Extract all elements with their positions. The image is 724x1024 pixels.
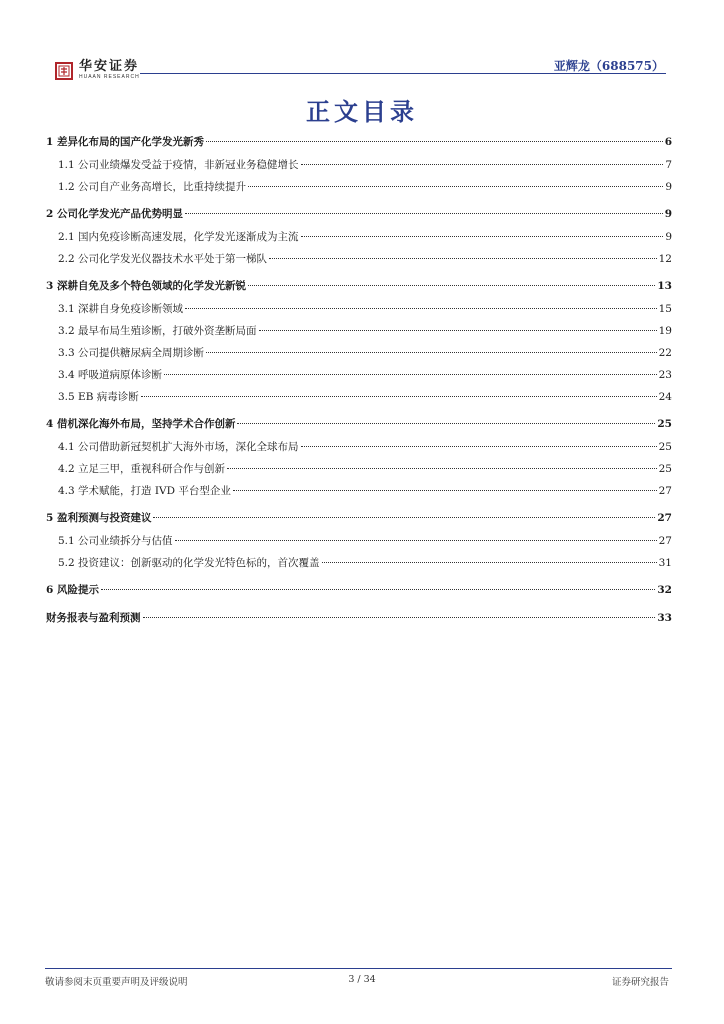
toc-leader-dots xyxy=(101,588,655,590)
toc-entry-page: 15 xyxy=(658,303,672,315)
toc-entry-page: 31 xyxy=(658,557,672,569)
toc-entry-page: 32 xyxy=(657,584,672,596)
toc-subsection-entry[interactable] xyxy=(46,530,672,552)
toc-subsection-entry[interactable] xyxy=(46,298,672,320)
brand-logo-icon xyxy=(55,62,73,80)
toc-leader-dots xyxy=(175,539,657,541)
page-header xyxy=(0,0,724,90)
toc-leader-dots xyxy=(164,373,657,375)
table-of-contents xyxy=(46,130,672,630)
toc-entry-label: 2 公司化学发光产品优势明显 xyxy=(46,208,183,220)
toc-entry-label: 5.2 投资建议：创新驱动的化学发光特色标的，首次覆盖 xyxy=(58,557,320,569)
toc-entry-label: 3 深耕自免及多个特色领域的化学发光新锐 xyxy=(46,280,246,292)
toc-entry-page: 27 xyxy=(658,535,672,547)
toc-subsection-entry[interactable] xyxy=(46,458,672,480)
toc-subsection-entry[interactable] xyxy=(46,176,672,198)
toc-entry-page: 27 xyxy=(657,512,672,524)
footer-divider xyxy=(45,968,672,969)
toc-leader-dots xyxy=(227,467,657,469)
toc-subsection-entry[interactable] xyxy=(46,154,672,176)
toc-leader-dots xyxy=(301,163,664,165)
toc-entry-page: 24 xyxy=(658,391,672,403)
toc-leader-dots xyxy=(206,140,663,142)
toc-entry-page: 25 xyxy=(658,441,672,453)
toc-entry-label: 3.5 EB 病毒诊断 xyxy=(58,391,139,403)
toc-entry-label: 4.2 立足三甲，重视科研合作与创新 xyxy=(58,463,226,475)
toc-subsection-entry[interactable] xyxy=(46,342,672,364)
page-title: 正文目录 xyxy=(306,97,418,126)
toc-leader-dots xyxy=(141,395,657,397)
toc-entry-page: 27 xyxy=(658,485,672,497)
toc-entry-label: 5.1 公司业绩拆分与估值 xyxy=(58,535,173,547)
toc-leader-dots xyxy=(185,212,663,214)
brand-name-cn: 华安证券 xyxy=(79,59,140,74)
toc-leader-dots xyxy=(237,422,655,424)
toc-section-entry[interactable] xyxy=(46,274,672,298)
footer-disclaimer: 敬请参阅末页重要声明及评级说明 xyxy=(45,977,188,988)
toc-leader-dots xyxy=(153,516,655,518)
toc-entry-page: 9 xyxy=(664,208,672,220)
toc-entry-page: 6 xyxy=(664,136,672,148)
toc-entry-page: 33 xyxy=(657,612,672,624)
toc-subsection-entry[interactable] xyxy=(46,480,672,502)
toc-entry-page: 23 xyxy=(658,369,672,381)
toc-entry-label: 3.3 公司提供糖尿病全周期诊断 xyxy=(58,347,205,359)
toc-entry-label: 1.2 公司自产业务高增长，比重持续提升 xyxy=(58,181,247,193)
toc-entry-label: 1.1 公司业绩爆发受益于疫情，非新冠业务稳健增长 xyxy=(58,159,299,171)
page-number: 3 / 34 xyxy=(348,974,376,985)
toc-entry-label: 2.1 国内免疫诊断高速发展，化学发光逐渐成为主流 xyxy=(58,231,299,243)
toc-leader-dots xyxy=(143,616,656,618)
toc-subsection-entry[interactable] xyxy=(46,226,672,248)
toc-leader-dots xyxy=(185,307,657,309)
toc-leader-dots xyxy=(206,351,657,353)
toc-entry-page: 7 xyxy=(665,159,672,171)
toc-subsection-entry[interactable] xyxy=(46,436,672,458)
toc-leader-dots xyxy=(301,445,657,447)
toc-entry-label: 1 差异化布局的国产化学发光新秀 xyxy=(46,136,204,148)
toc-leader-dots xyxy=(248,284,655,286)
toc-entry-label: 4.3 学术赋能，打造 IVD 平台型企业 xyxy=(58,485,231,497)
toc-section-entry[interactable] xyxy=(46,506,672,530)
toc-subsection-entry[interactable] xyxy=(46,248,672,270)
toc-leader-dots xyxy=(248,185,663,187)
toc-section-entry[interactable] xyxy=(46,412,672,436)
toc-section-entry[interactable] xyxy=(46,606,672,630)
toc-entry-label: 4 借机深化海外布局，坚持学术合作创新 xyxy=(46,418,236,430)
toc-entry-label: 6 风险提示 xyxy=(46,584,99,596)
toc-leader-dots xyxy=(269,257,657,259)
toc-entry-page: 9 xyxy=(665,181,672,193)
toc-subsection-entry[interactable] xyxy=(46,364,672,386)
toc-entry-page: 19 xyxy=(658,325,672,337)
brand-name-en: HUAAN RESEARCH xyxy=(79,74,140,80)
toc-subsection-entry[interactable] xyxy=(46,552,672,574)
toc-subsection-entry[interactable] xyxy=(46,386,672,408)
toc-entry-page: 12 xyxy=(658,253,672,265)
toc-entry-page: 25 xyxy=(658,463,672,475)
toc-leader-dots xyxy=(322,561,657,563)
toc-entry-page: 13 xyxy=(657,280,672,292)
brand-logo xyxy=(55,60,140,81)
toc-entry-label: 3.4 呼吸道病原体诊断 xyxy=(58,369,163,381)
company-name: 亚辉龙（688575） xyxy=(553,59,664,73)
toc-entry-page: 22 xyxy=(658,347,672,359)
toc-section-entry[interactable] xyxy=(46,578,672,602)
toc-subsection-entry[interactable] xyxy=(46,320,672,342)
toc-entry-label: 财务报表与盈利预测 xyxy=(46,612,141,624)
footer-report-type: 证券研究报告 xyxy=(611,977,669,988)
toc-entry-page: 9 xyxy=(665,231,672,243)
toc-entry-label: 4.1 公司借助新冠契机扩大海外市场，深化全球布局 xyxy=(58,441,299,453)
toc-leader-dots xyxy=(301,235,664,237)
toc-leader-dots xyxy=(233,489,657,491)
toc-entry-page: 25 xyxy=(657,418,672,430)
toc-entry-label: 3.1 深耕自身免疫诊断领域 xyxy=(58,303,184,315)
toc-section-entry[interactable] xyxy=(46,130,672,154)
toc-entry-label: 5 盈利预测与投资建议 xyxy=(46,512,152,524)
toc-leader-dots xyxy=(259,329,657,331)
toc-entry-label: 3.2 最早布局生殖诊断，打破外资垄断局面 xyxy=(58,325,257,337)
toc-section-entry[interactable] xyxy=(46,202,672,226)
toc-entry-label: 2.2 公司化学发光仪器技术水平处于第一梯队 xyxy=(58,253,268,265)
